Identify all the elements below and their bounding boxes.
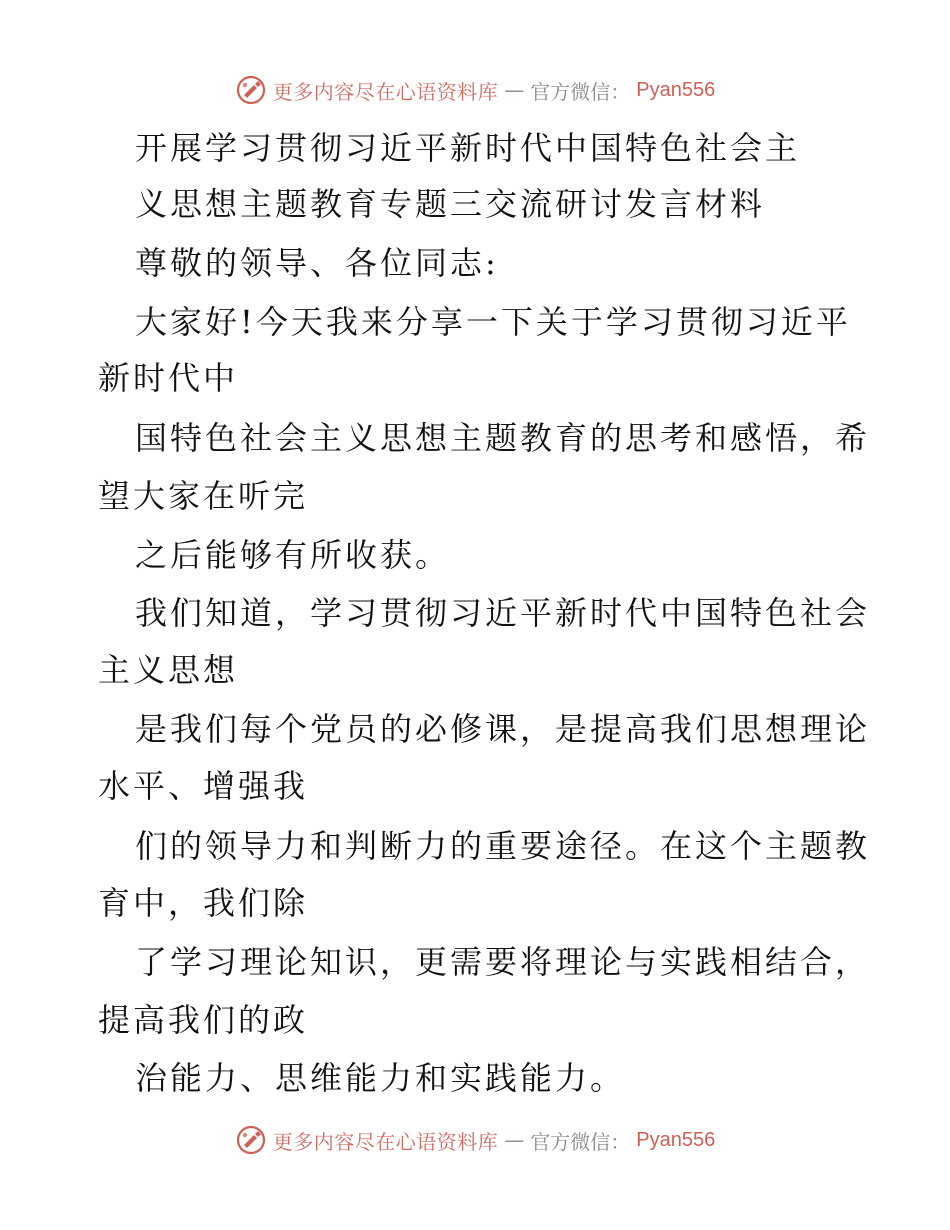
watermark-group bbox=[235, 74, 715, 106]
paragraph-line: 是我们每个党员的必修课，是提高我们思想理论 bbox=[135, 710, 871, 748]
paragraph-line: 治能力、思维能力和实践能力。 bbox=[135, 1059, 626, 1097]
watermark-official-label: 官方微信： bbox=[530, 1129, 631, 1154]
watermark-wechat-id: Pyan556 bbox=[636, 1128, 716, 1151]
paragraph-line: 了学习理论知识，更需要将理论与实践相结合， bbox=[135, 943, 871, 981]
paragraph-line: 新时代中 bbox=[98, 359, 239, 397]
paragraph-line: 水平、增强我 bbox=[98, 767, 309, 805]
title-line-1: 开展学习贯彻习近平新时代中国特色社会主 bbox=[135, 129, 801, 167]
paragraph-line: 望大家在听完 bbox=[98, 477, 309, 515]
seal-logo-icon bbox=[235, 74, 267, 106]
watermark-brand-text: 更多内容尽在心语资料库 bbox=[272, 79, 499, 104]
watermark-wechat-id: Pyan556 bbox=[636, 78, 716, 101]
paragraph-line: 育中，我们除 bbox=[98, 884, 309, 922]
paragraph-line: 之后能够有所收获。 bbox=[135, 536, 451, 574]
watermark-separator: — bbox=[504, 78, 525, 102]
seal-logo-icon bbox=[235, 1124, 267, 1156]
paragraph-line: 我们知道，学习贯彻习近平新时代中国特色社会 bbox=[135, 594, 871, 632]
paragraph-line: 主义思想 bbox=[98, 651, 239, 689]
paragraph-line: 国特色社会主义思想主题教育的思考和感悟，希 bbox=[135, 419, 871, 457]
watermark-group bbox=[235, 1124, 715, 1156]
watermark-official-label: 官方微信： bbox=[530, 79, 631, 104]
footer-watermark bbox=[0, 1120, 950, 1160]
header-watermark bbox=[0, 70, 950, 110]
paragraph-line: 们的领导力和判断力的重要途径。在这个主题教 bbox=[135, 827, 871, 865]
paragraph-line: 提高我们的政 bbox=[98, 1001, 309, 1039]
paragraph-line: 大家好!今天我来分享一下关于学习贯彻习近平 bbox=[135, 303, 851, 341]
salutation-line: 尊敬的领导、各位同志: bbox=[135, 244, 499, 282]
watermark-separator: — bbox=[504, 1128, 525, 1152]
title-line-2: 义思想主题教育专题三交流研讨发言材料 bbox=[135, 185, 766, 223]
watermark-brand-text: 更多内容尽在心语资料库 bbox=[272, 1129, 499, 1154]
